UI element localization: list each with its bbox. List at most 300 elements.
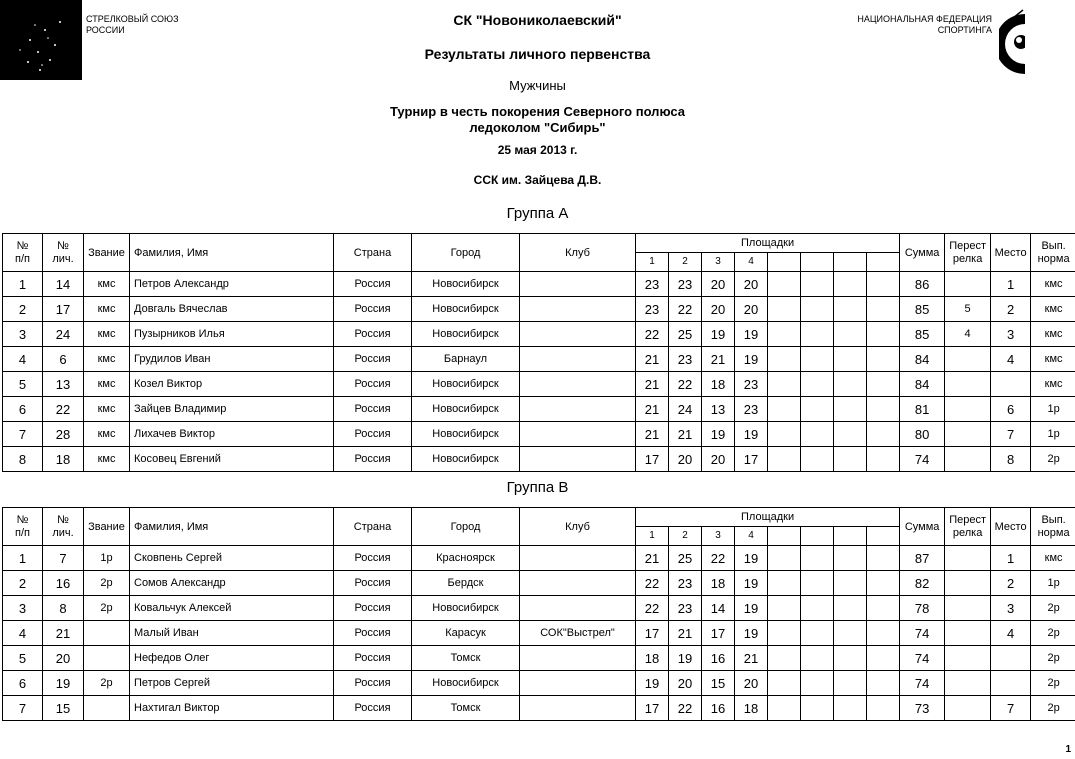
- row-station-8: [867, 322, 900, 347]
- row-name: Сковпень Сергей: [130, 546, 334, 571]
- col-norm-line-2: норма: [1037, 526, 1070, 539]
- row-shootoff: [945, 372, 991, 397]
- row-norm: 2р: [1031, 447, 1075, 472]
- row-sum: 85: [900, 322, 945, 347]
- col-norm-header: [1031, 234, 1075, 272]
- row-station-5: [768, 671, 801, 696]
- row-place: 1: [991, 272, 1031, 297]
- row-station-5: [768, 347, 801, 372]
- row-norm: кмс: [1031, 297, 1075, 322]
- row-lic: 18: [43, 447, 84, 472]
- row-station-3: 20: [702, 297, 735, 322]
- row-station-5: [768, 571, 801, 596]
- row-country: Россия: [334, 322, 412, 347]
- row-rank: [84, 696, 130, 721]
- row-place: 3: [991, 596, 1031, 621]
- row-club: [520, 646, 636, 671]
- row-station-2: 25: [669, 546, 702, 571]
- row-norm: кмс: [1031, 322, 1075, 347]
- row-station-7: [834, 696, 867, 721]
- row-city: Новосибирск: [412, 297, 520, 322]
- row-lic: 28: [43, 422, 84, 447]
- row-sum: 80: [900, 422, 945, 447]
- row-station-2: 25: [669, 322, 702, 347]
- col-rank-header: Звание: [84, 508, 130, 546]
- row-country: Россия: [334, 671, 412, 696]
- row-club: [520, 372, 636, 397]
- row-station-1: 17: [636, 621, 669, 646]
- results-title: Результаты личного первенства: [424, 46, 651, 62]
- row-sum: 85: [900, 297, 945, 322]
- row-station-4: 20: [735, 272, 768, 297]
- category-label: Мужчины: [509, 78, 566, 93]
- org-right-line: СПОРТИНГА: [937, 25, 992, 35]
- row-station-1: 22: [636, 571, 669, 596]
- col-num-line-1: №: [16, 239, 29, 252]
- row-norm: кмс: [1031, 347, 1075, 372]
- station-5-header: [768, 527, 801, 546]
- row-station-8: [867, 272, 900, 297]
- row-club: [520, 671, 636, 696]
- row-station-1: 22: [636, 596, 669, 621]
- row-rank: 2р: [84, 671, 130, 696]
- row-station-1: 21: [636, 347, 669, 372]
- row-city: Новосибирск: [412, 397, 520, 422]
- row-rank: кмс: [84, 347, 130, 372]
- row-station-8: [867, 571, 900, 596]
- row-station-3: 18: [702, 372, 735, 397]
- row-sum: 73: [900, 696, 945, 721]
- org-left-line: РОССИИ: [86, 25, 125, 35]
- table-row: [3, 297, 1075, 322]
- row-station-7: [834, 397, 867, 422]
- row-shootoff: [945, 621, 991, 646]
- row-name: Довгаль Вячеслав: [130, 297, 334, 322]
- col-norm-line-2: норма: [1037, 252, 1070, 265]
- col-sum-header: Сумма: [900, 508, 945, 546]
- table-row: [3, 397, 1075, 422]
- row-sum: 86: [900, 272, 945, 297]
- row-country: Россия: [334, 297, 412, 322]
- row-station-8: [867, 671, 900, 696]
- station-6-header: [801, 253, 834, 272]
- row-station-6: [801, 322, 834, 347]
- row-station-3: 17: [702, 621, 735, 646]
- row-country: Россия: [334, 372, 412, 397]
- row-norm: 2р: [1031, 646, 1075, 671]
- row-station-7: [834, 621, 867, 646]
- col-stations-header: Площадки: [636, 508, 900, 527]
- group-b-results-table: [2, 507, 1075, 721]
- row-lic: 8: [43, 596, 84, 621]
- row-norm: 1р: [1031, 397, 1075, 422]
- row-place: 8: [991, 447, 1031, 472]
- row-station-4: 18: [735, 696, 768, 721]
- row-num: 7: [3, 422, 43, 447]
- row-rank: 1р: [84, 546, 130, 571]
- col-place-header: Место: [991, 234, 1031, 272]
- row-station-4: 23: [735, 372, 768, 397]
- station-7-header: [834, 527, 867, 546]
- row-station-6: [801, 571, 834, 596]
- row-shootoff: [945, 571, 991, 596]
- tournament-title: [0, 104, 1075, 136]
- col-country-header: Страна: [334, 234, 412, 272]
- col-num-line-2: п/п: [15, 526, 30, 539]
- row-country: Россия: [334, 696, 412, 721]
- row-station-6: [801, 696, 834, 721]
- row-norm: кмс: [1031, 546, 1075, 571]
- col-num-line-2: п/п: [15, 252, 30, 265]
- row-country: Россия: [334, 546, 412, 571]
- table-row: [3, 422, 1075, 447]
- row-station-3: 19: [702, 422, 735, 447]
- row-num: 1: [3, 546, 43, 571]
- row-station-4: 19: [735, 546, 768, 571]
- row-rank: кмс: [84, 322, 130, 347]
- col-lic-header: [43, 234, 84, 272]
- row-station-7: [834, 272, 867, 297]
- row-lic: 22: [43, 397, 84, 422]
- row-station-5: [768, 621, 801, 646]
- col-country-header: Страна: [334, 508, 412, 546]
- row-num: 2: [3, 571, 43, 596]
- row-name: Нахтигал Виктор: [130, 696, 334, 721]
- row-station-7: [834, 571, 867, 596]
- row-country: Россия: [334, 621, 412, 646]
- row-norm: 2р: [1031, 596, 1075, 621]
- row-lic: 21: [43, 621, 84, 646]
- row-num: 5: [3, 372, 43, 397]
- row-city: Новосибирск: [412, 671, 520, 696]
- row-club: СОК"Выстрел": [520, 621, 636, 646]
- row-norm: 1р: [1031, 571, 1075, 596]
- row-station-5: [768, 447, 801, 472]
- row-shootoff: [945, 272, 991, 297]
- row-country: Россия: [334, 397, 412, 422]
- row-station-7: [834, 546, 867, 571]
- row-norm: 2р: [1031, 621, 1075, 646]
- row-norm: 2р: [1031, 696, 1075, 721]
- row-station-2: 22: [669, 696, 702, 721]
- row-station-8: [867, 297, 900, 322]
- row-club: [520, 347, 636, 372]
- row-name: Зайцев Владимир: [130, 397, 334, 422]
- row-station-3: 15: [702, 671, 735, 696]
- col-shootoff-line-2: релка: [952, 252, 983, 265]
- row-lic: 14: [43, 272, 84, 297]
- station-6-header: [801, 527, 834, 546]
- row-name: Сомов Александр: [130, 571, 334, 596]
- row-station-5: [768, 696, 801, 721]
- station-1-header: 1: [636, 527, 669, 546]
- row-num: 1: [3, 272, 43, 297]
- col-sum-header: Сумма: [900, 234, 945, 272]
- col-stations-header: Площадки: [636, 234, 900, 253]
- col-num-header: [3, 508, 43, 546]
- row-name: Лихачев Виктор: [130, 422, 334, 447]
- row-station-4: 19: [735, 322, 768, 347]
- tournament-line-2: ледоколом "Сибирь": [469, 120, 606, 135]
- row-rank: кмс: [84, 272, 130, 297]
- row-country: Россия: [334, 596, 412, 621]
- row-city: Карасук: [412, 621, 520, 646]
- row-station-2: 23: [669, 272, 702, 297]
- row-sum: 87: [900, 546, 945, 571]
- row-station-1: 23: [636, 297, 669, 322]
- col-club-header: Клуб: [520, 508, 636, 546]
- row-station-4: 23: [735, 397, 768, 422]
- row-station-4: 17: [735, 447, 768, 472]
- org-right-line: НАЦИОНАЛЬНАЯ ФЕДЕРАЦИЯ: [857, 14, 992, 24]
- row-city: Томск: [412, 696, 520, 721]
- row-station-3: 22: [702, 546, 735, 571]
- row-place: 3: [991, 322, 1031, 347]
- table-row: [3, 621, 1075, 646]
- col-lic-header: [43, 508, 84, 546]
- row-country: Россия: [334, 422, 412, 447]
- row-station-4: 19: [735, 571, 768, 596]
- row-station-2: 21: [669, 621, 702, 646]
- row-lic: 7: [43, 546, 84, 571]
- row-place: [991, 372, 1031, 397]
- row-station-7: [834, 297, 867, 322]
- row-place: 1: [991, 546, 1031, 571]
- venue: ССК им. Зайцева Д.В.: [473, 173, 602, 187]
- group-a-results-table: [2, 233, 1075, 472]
- row-station-5: [768, 596, 801, 621]
- col-lic-line-2: лич.: [52, 252, 74, 265]
- row-station-5: [768, 422, 801, 447]
- row-city: Новосибирск: [412, 447, 520, 472]
- row-lic: 17: [43, 297, 84, 322]
- row-lic: 6: [43, 347, 84, 372]
- row-station-3: 18: [702, 571, 735, 596]
- row-station-1: 19: [636, 671, 669, 696]
- row-place: [991, 671, 1031, 696]
- row-station-4: 19: [735, 621, 768, 646]
- row-rank: кмс: [84, 422, 130, 447]
- row-num: 4: [3, 347, 43, 372]
- row-norm: кмс: [1031, 372, 1075, 397]
- col-city-header: Город: [412, 234, 520, 272]
- row-shootoff: [945, 696, 991, 721]
- station-1-header: 1: [636, 253, 669, 272]
- row-lic: 24: [43, 322, 84, 347]
- row-place: 4: [991, 347, 1031, 372]
- row-station-3: 21: [702, 347, 735, 372]
- col-norm-header: [1031, 508, 1075, 546]
- row-station-1: 23: [636, 272, 669, 297]
- station-8-header: [867, 527, 900, 546]
- row-num: 3: [3, 322, 43, 347]
- row-name: Пузырников Илья: [130, 322, 334, 347]
- col-shootoff-line-2: релка: [952, 526, 983, 539]
- row-station-4: 21: [735, 646, 768, 671]
- row-shootoff: 4: [945, 322, 991, 347]
- row-city: Томск: [412, 646, 520, 671]
- row-station-6: [801, 272, 834, 297]
- row-station-6: [801, 347, 834, 372]
- row-station-2: 23: [669, 347, 702, 372]
- table-row: [3, 447, 1075, 472]
- row-station-1: 18: [636, 646, 669, 671]
- row-shootoff: [945, 671, 991, 696]
- row-station-2: 22: [669, 297, 702, 322]
- row-name: Грудилов Иван: [130, 347, 334, 372]
- row-station-5: [768, 322, 801, 347]
- row-sum: 74: [900, 671, 945, 696]
- row-club: [520, 447, 636, 472]
- col-shootoff-header: [945, 508, 991, 546]
- table-row: [3, 571, 1075, 596]
- row-station-5: [768, 272, 801, 297]
- row-station-6: [801, 596, 834, 621]
- row-station-6: [801, 397, 834, 422]
- row-station-2: 23: [669, 596, 702, 621]
- row-country: Россия: [334, 571, 412, 596]
- row-num: 7: [3, 696, 43, 721]
- col-name-header: Фамилия, Имя: [130, 234, 334, 272]
- row-station-3: 19: [702, 322, 735, 347]
- station-8-header: [867, 253, 900, 272]
- row-place: 2: [991, 571, 1031, 596]
- row-station-7: [834, 322, 867, 347]
- row-city: Новосибирск: [412, 422, 520, 447]
- row-station-8: [867, 646, 900, 671]
- row-lic: 20: [43, 646, 84, 671]
- row-lic: 15: [43, 696, 84, 721]
- row-place: 7: [991, 696, 1031, 721]
- row-rank: кмс: [84, 447, 130, 472]
- row-station-2: 23: [669, 571, 702, 596]
- row-station-8: [867, 696, 900, 721]
- row-num: 6: [3, 397, 43, 422]
- col-rank-header: Звание: [84, 234, 130, 272]
- table-row: [3, 546, 1075, 571]
- row-station-4: 19: [735, 347, 768, 372]
- col-num-line-1: №: [16, 513, 29, 526]
- tournament-line-1: Турнир в честь покорения Северного полюса: [389, 104, 685, 119]
- row-station-2: 20: [669, 447, 702, 472]
- row-station-6: [801, 297, 834, 322]
- row-rank: 2р: [84, 571, 130, 596]
- row-shootoff: [945, 646, 991, 671]
- row-station-3: 14: [702, 596, 735, 621]
- station-7-header: [834, 253, 867, 272]
- station-3-header: 3: [702, 527, 735, 546]
- row-station-6: [801, 671, 834, 696]
- table-row: [3, 322, 1075, 347]
- row-city: Новосибирск: [412, 272, 520, 297]
- row-sum: 82: [900, 571, 945, 596]
- row-name: Петров Сергей: [130, 671, 334, 696]
- row-name: Нефедов Олег: [130, 646, 334, 671]
- row-station-8: [867, 596, 900, 621]
- col-city-header: Город: [412, 508, 520, 546]
- row-place: 7: [991, 422, 1031, 447]
- page-number: 1: [1065, 744, 1071, 755]
- row-city: Новосибирск: [412, 322, 520, 347]
- table-row: [3, 646, 1075, 671]
- row-norm: кмс: [1031, 272, 1075, 297]
- row-sum: 78: [900, 596, 945, 621]
- row-station-4: 20: [735, 671, 768, 696]
- row-station-3: 16: [702, 696, 735, 721]
- row-club: [520, 322, 636, 347]
- col-name-header: Фамилия, Имя: [130, 508, 334, 546]
- station-2-header: 2: [669, 253, 702, 272]
- col-lic-line-1: №: [57, 513, 69, 526]
- col-lic-line-2: лич.: [52, 526, 74, 539]
- row-country: Россия: [334, 646, 412, 671]
- row-station-6: [801, 422, 834, 447]
- row-club: [520, 422, 636, 447]
- row-station-7: [834, 347, 867, 372]
- row-club: [520, 571, 636, 596]
- col-club-header: Клуб: [520, 234, 636, 272]
- row-station-1: 17: [636, 696, 669, 721]
- row-station-5: [768, 297, 801, 322]
- row-station-5: [768, 372, 801, 397]
- row-city: Новосибирск: [412, 596, 520, 621]
- row-station-8: [867, 621, 900, 646]
- row-num: 4: [3, 621, 43, 646]
- row-shootoff: [945, 397, 991, 422]
- row-station-4: 20: [735, 297, 768, 322]
- row-station-7: [834, 596, 867, 621]
- row-num: 6: [3, 671, 43, 696]
- row-station-4: 19: [735, 596, 768, 621]
- row-station-2: 21: [669, 422, 702, 447]
- row-place: [991, 646, 1031, 671]
- col-place-header: Место: [991, 508, 1031, 546]
- row-lic: 19: [43, 671, 84, 696]
- org-left-line: СТРЕЛКОВЫЙ СОЮЗ: [86, 14, 179, 24]
- row-num: 2: [3, 297, 43, 322]
- table-row: [3, 372, 1075, 397]
- table-row: [3, 347, 1075, 372]
- row-sum: 84: [900, 347, 945, 372]
- col-norm-line-1: Вып.: [1041, 239, 1066, 252]
- col-shootoff-line-1: Перест: [949, 513, 987, 526]
- row-station-3: 16: [702, 646, 735, 671]
- row-station-8: [867, 422, 900, 447]
- row-rank: [84, 646, 130, 671]
- row-norm: 1р: [1031, 422, 1075, 447]
- row-club: [520, 272, 636, 297]
- row-shootoff: 5: [945, 297, 991, 322]
- row-station-2: 22: [669, 372, 702, 397]
- row-station-5: [768, 546, 801, 571]
- row-station-1: 21: [636, 546, 669, 571]
- group-b-title: Группа В: [506, 479, 569, 496]
- row-club: [520, 696, 636, 721]
- col-lic-line-1: №: [57, 239, 69, 252]
- row-place: 2: [991, 297, 1031, 322]
- row-station-1: 17: [636, 447, 669, 472]
- station-4-header: 4: [735, 527, 768, 546]
- row-country: Россия: [334, 347, 412, 372]
- table-row: [3, 272, 1075, 297]
- row-rank: 2р: [84, 596, 130, 621]
- row-city: Барнаул: [412, 347, 520, 372]
- row-place: 4: [991, 621, 1031, 646]
- row-num: 5: [3, 646, 43, 671]
- row-station-4: 19: [735, 422, 768, 447]
- row-station-5: [768, 646, 801, 671]
- row-station-8: [867, 447, 900, 472]
